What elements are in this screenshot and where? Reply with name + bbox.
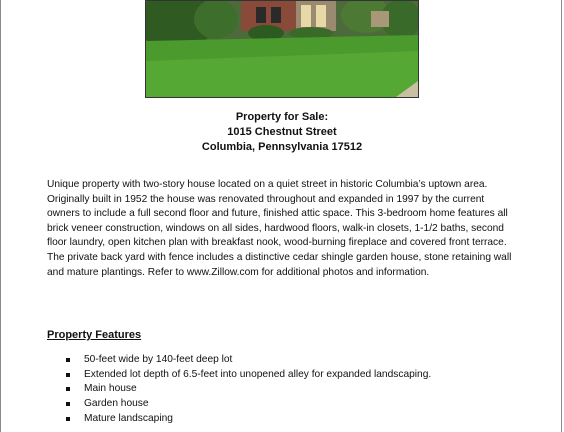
list-item — [66, 412, 431, 427]
feature-text: Extended lot depth of 6.5-feet into unopened alley for expanded landscaping. — [84, 368, 432, 380]
bullet-icon — [66, 358, 70, 362]
list-item — [66, 397, 431, 412]
listing-street-address: 1015 Chestnut Street — [227, 126, 337, 138]
bullet-icon — [66, 402, 70, 406]
listing-title: Property for Sale: — [235, 111, 329, 123]
feature-text: 50-feet wide by 140-feet deep lot — [84, 354, 233, 365]
features-heading: Property Features — [47, 329, 142, 341]
property-description: Unique property with two-story house located on a quiet street in historic Columbia’s uptown area. Originally built in 1952 the house was renovated throughout and expanded in 1997 by the current owners to include a full second floor and future, finished attic space. This 3-bedroom home features all brick veneer construction, windows on all sides, hardwood floors, walk-in closets, 1-1/2 baths, second floor laundry, open kitchen plan with breakfast nook, wood-burning fireplace and covered front terrace. The private back yard with fence includes a distinctive cedar shingle garden house, stone retaining wall and mature plantings. Refer to www.Zillow.com for additional photos and information. — [47, 179, 512, 278]
feature-text: Garden house — [84, 398, 149, 410]
house-photo — [145, 0, 419, 98]
feature-text: Main house — [84, 383, 137, 395]
list-item — [66, 382, 431, 397]
listing-city-state-zip: Columbia, Pennsylvania 17512 — [201, 141, 363, 153]
bullet-icon — [66, 373, 70, 377]
features-list — [66, 353, 431, 427]
list-item — [66, 353, 431, 368]
bullet-icon — [66, 417, 70, 421]
list-item — [66, 368, 431, 383]
bullet-icon — [66, 387, 70, 391]
feature-text: Mature landscaping — [84, 412, 173, 424]
